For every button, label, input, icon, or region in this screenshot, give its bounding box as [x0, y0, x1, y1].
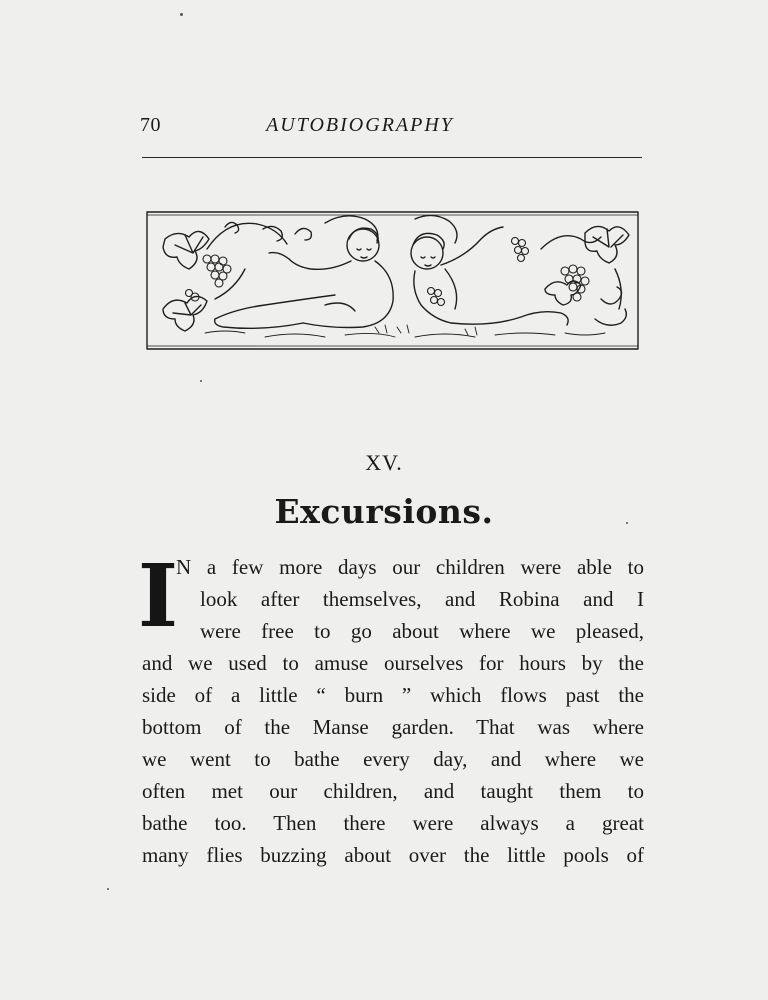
page-number: 70 [140, 114, 161, 136]
scan-speck [180, 13, 183, 16]
scan-speck [200, 380, 202, 382]
chapter-title: Excursions. [274, 492, 494, 531]
text-line: we went to bathe every day, and where we [142, 747, 644, 771]
text-line: often met our children, and taught them to [142, 779, 644, 803]
text-line: N a few more days our children were able to [176, 555, 644, 579]
text-line: side of a little “ burn ” which flows past the [142, 683, 644, 707]
drop-cap [137, 546, 179, 647]
cherubs-grapevine-engraving-icon [145, 209, 640, 353]
chapter-number: XV. [365, 450, 403, 475]
text-line: were free to go about where we pleased, [200, 619, 644, 643]
scan-speck [626, 522, 628, 524]
scan-speck [107, 888, 109, 890]
text-line: bathe too. Then there were always a great [142, 811, 644, 835]
text-line: look after themselves, and Robina and I [200, 587, 644, 611]
header-rule [142, 157, 642, 158]
text-line: and we used to amuse ourselves for hours by the [142, 651, 644, 675]
drop-cap-letter: I [137, 546, 179, 647]
running-head: AUTOBIOGRAPHY [266, 114, 454, 136]
text-line: many flies buzzing about over the little pools of [142, 843, 644, 867]
text-line: bottom of the Manse garden. That was where [142, 715, 644, 739]
